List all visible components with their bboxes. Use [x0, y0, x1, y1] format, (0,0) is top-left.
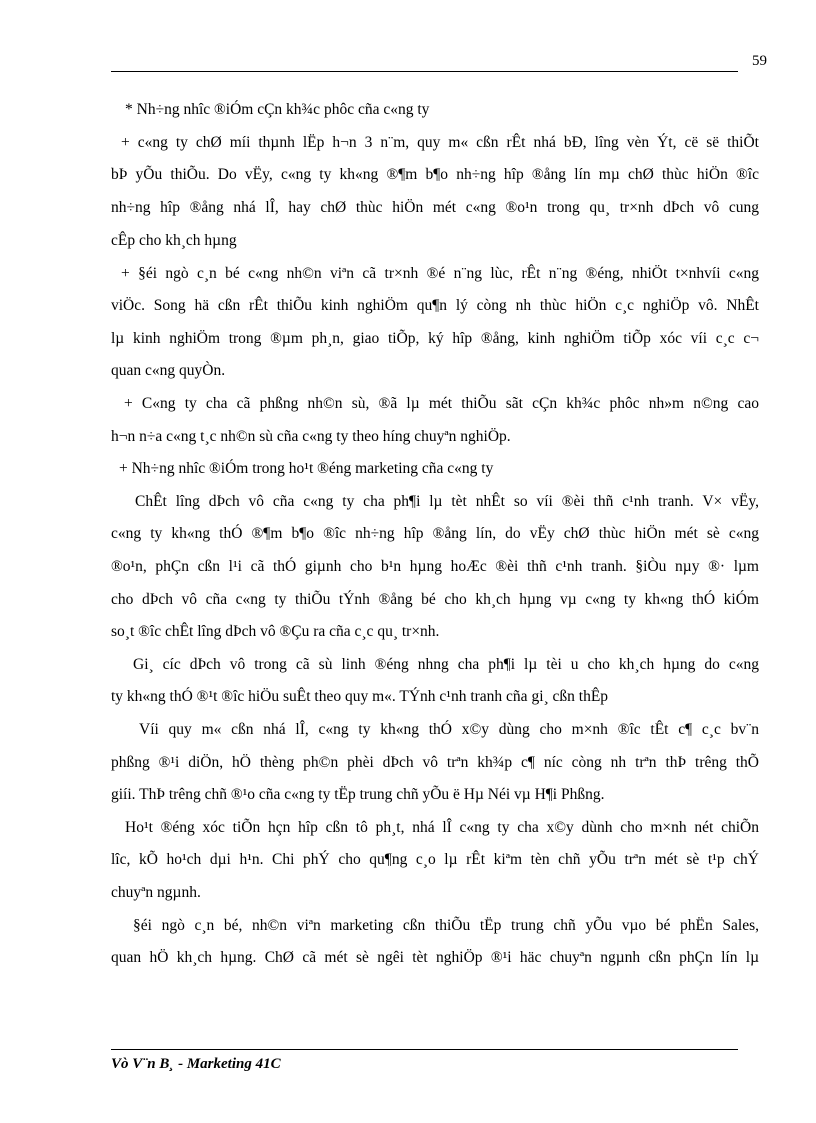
page-number: 59 [752, 53, 767, 69]
text-line: + c«ng ty chØ míi thµnh lËp h¬n 3 n¨m, quy m« cßn rÊt nhá bÐ, lîng vèn Ýt, cë së thiÕt [121, 134, 759, 151]
text-line: chuyªn ngµnh. [111, 884, 201, 901]
text-line: Ho¹t ®éng xóc tiÕn hçn hîp cßn tô ph¸t, nhá lÎ c«ng ty cha x©y dùnh cho m×nh nét chiÕn [125, 819, 759, 836]
text-line: giíi. ThÞ trêng chñ ®¹o cña c«ng ty tËp trung chñ yÕu ë Hµ Néi vµ H¶i Phßng. [111, 786, 605, 803]
text-line: phßng ®¹i diÖn, hÖ thèng ph©n phèi dÞch vô trªn kh¾p c¶ níc còng nh trªn thÞ trêng thÕ [111, 754, 759, 771]
text-line: §éi ngò c¸n bé, nh©n viªn marketing cßn thiÕu tËp trung chñ yÕu vµo bé phËn Sales, [133, 917, 759, 934]
text-line: lµ kinh nghiÖm trong ®µm ph¸n, giao tiÕp, ký hîp ®ång, kinh nghiÖm tiÕp xóc víi c¸c c¬ [111, 330, 759, 347]
text-line: bÞ yÕu thiÕu. Do vËy, c«ng ty kh«ng ®¶m b¶o nh÷ng hîp ®ång lín mµ chØ thùc hiÖn ®îc [111, 166, 759, 183]
text-line: cho dÞch vô cña c«ng ty thiÕu tÝnh ®ång bé cho kh¸ch hµng vµ c«ng ty kh«ng thÓ kiÓm [111, 591, 759, 608]
text-line: quan hÖ kh¸ch hµng. ChØ cã mét sè ngêi tèt nghiÖp ®¹i häc chuyªn ngµnh cßn phÇn lín lµ [111, 949, 759, 966]
text-line: nh÷ng hîp ®ång nhá lÎ, hay chØ thùc hiÖn mét c«ng ®o¹n trong qu¸ tr×nh dÞch vô cung [111, 199, 759, 216]
text-line: c«ng ty kh«ng thÓ ®¶m b¶o ®îc nh÷ng hîp ®ång lín, do vËy chØ thùc hiÖn mét sè c«ng [111, 525, 759, 542]
text-line: ChÊt lîng dÞch vô cña c«ng ty cha ph¶i lµ tèt nhÊt so víi ®èi thñ c¹nh tranh. V× vËy, [135, 493, 759, 510]
text-line: quan c«ng quyÒn. [111, 362, 226, 379]
text-line: viÖc. Song hä cßn rÊt thiÕu kinh nghiÖm qu¶n lý còng nh thùc hiÖn c¸c nghiÖp vô. NhÊt [111, 297, 759, 314]
text-line: + Nh÷ng nhîc ®iÓm trong ho¹t ®éng marketing cña c«ng ty [119, 460, 494, 477]
text-line: Víi quy m« cßn nhá lÎ, c«ng ty kh«ng thÓ x©y dùng cho m×nh ®îc tÊt c¶ c¸c bv¨n [139, 721, 759, 738]
text-line: h¬n n÷a c«ng t¸c nh©n sù cña c«ng ty theo híng chuyªn nghiÖp. [111, 428, 511, 445]
header-rule [111, 71, 738, 72]
text-line: Gi¸ cíc dÞch vô trong cã sù linh ®éng nhng cha ph¶i lµ tèi u cho kh¸ch hµng do c«ng [133, 656, 759, 673]
text-line: cÊp cho kh¸ch hµng [111, 232, 237, 249]
text-line: + C«ng ty cha cã phßng nh©n sù, ®ã lµ mét thiÕu sãt cÇn kh¾c phôc nh»m n©ng cao [124, 395, 759, 412]
footer-author: Vò V¨n B¸ - Marketing 41C [111, 1056, 281, 1072]
text-line: ty kh«ng thÓ ®¹t ®îc hiÖu suÊt theo quy m«. TÝnh c¹nh tranh cña gi¸ cßn thÊp [111, 688, 609, 705]
text-line: * Nh÷ng nhîc ®iÓm cÇn kh¾c phôc cña c«ng ty [125, 101, 430, 118]
text-line: lîc, kÕ ho¹ch dµi h¹n. Chi phÝ cho qu¶ng c¸o lµ rÊt kiªm tèn chñ yÕu trªn mét sè t¹p chÝ [111, 851, 759, 868]
text-line: ®o¹n, phÇn cßn l¹i cã thÓ giµnh cho b¹n hµng hoÆc ®èi thñ c¹nh tranh. §iÒu nµy ®· lµm [111, 558, 759, 575]
text-line: so¸t ®îc chÊt lîng dÞch vô ®Çu ra cña c¸c qu¸ tr×nh. [111, 623, 440, 640]
footer-rule [111, 1049, 738, 1050]
text-line: + §éi ngò c¸n bé c«ng nh©n viªn cã tr×nh ®é n¨ng lùc, rÊt n¨ng ®éng, nhiÖt t×nhvíi c«ng [121, 265, 759, 282]
